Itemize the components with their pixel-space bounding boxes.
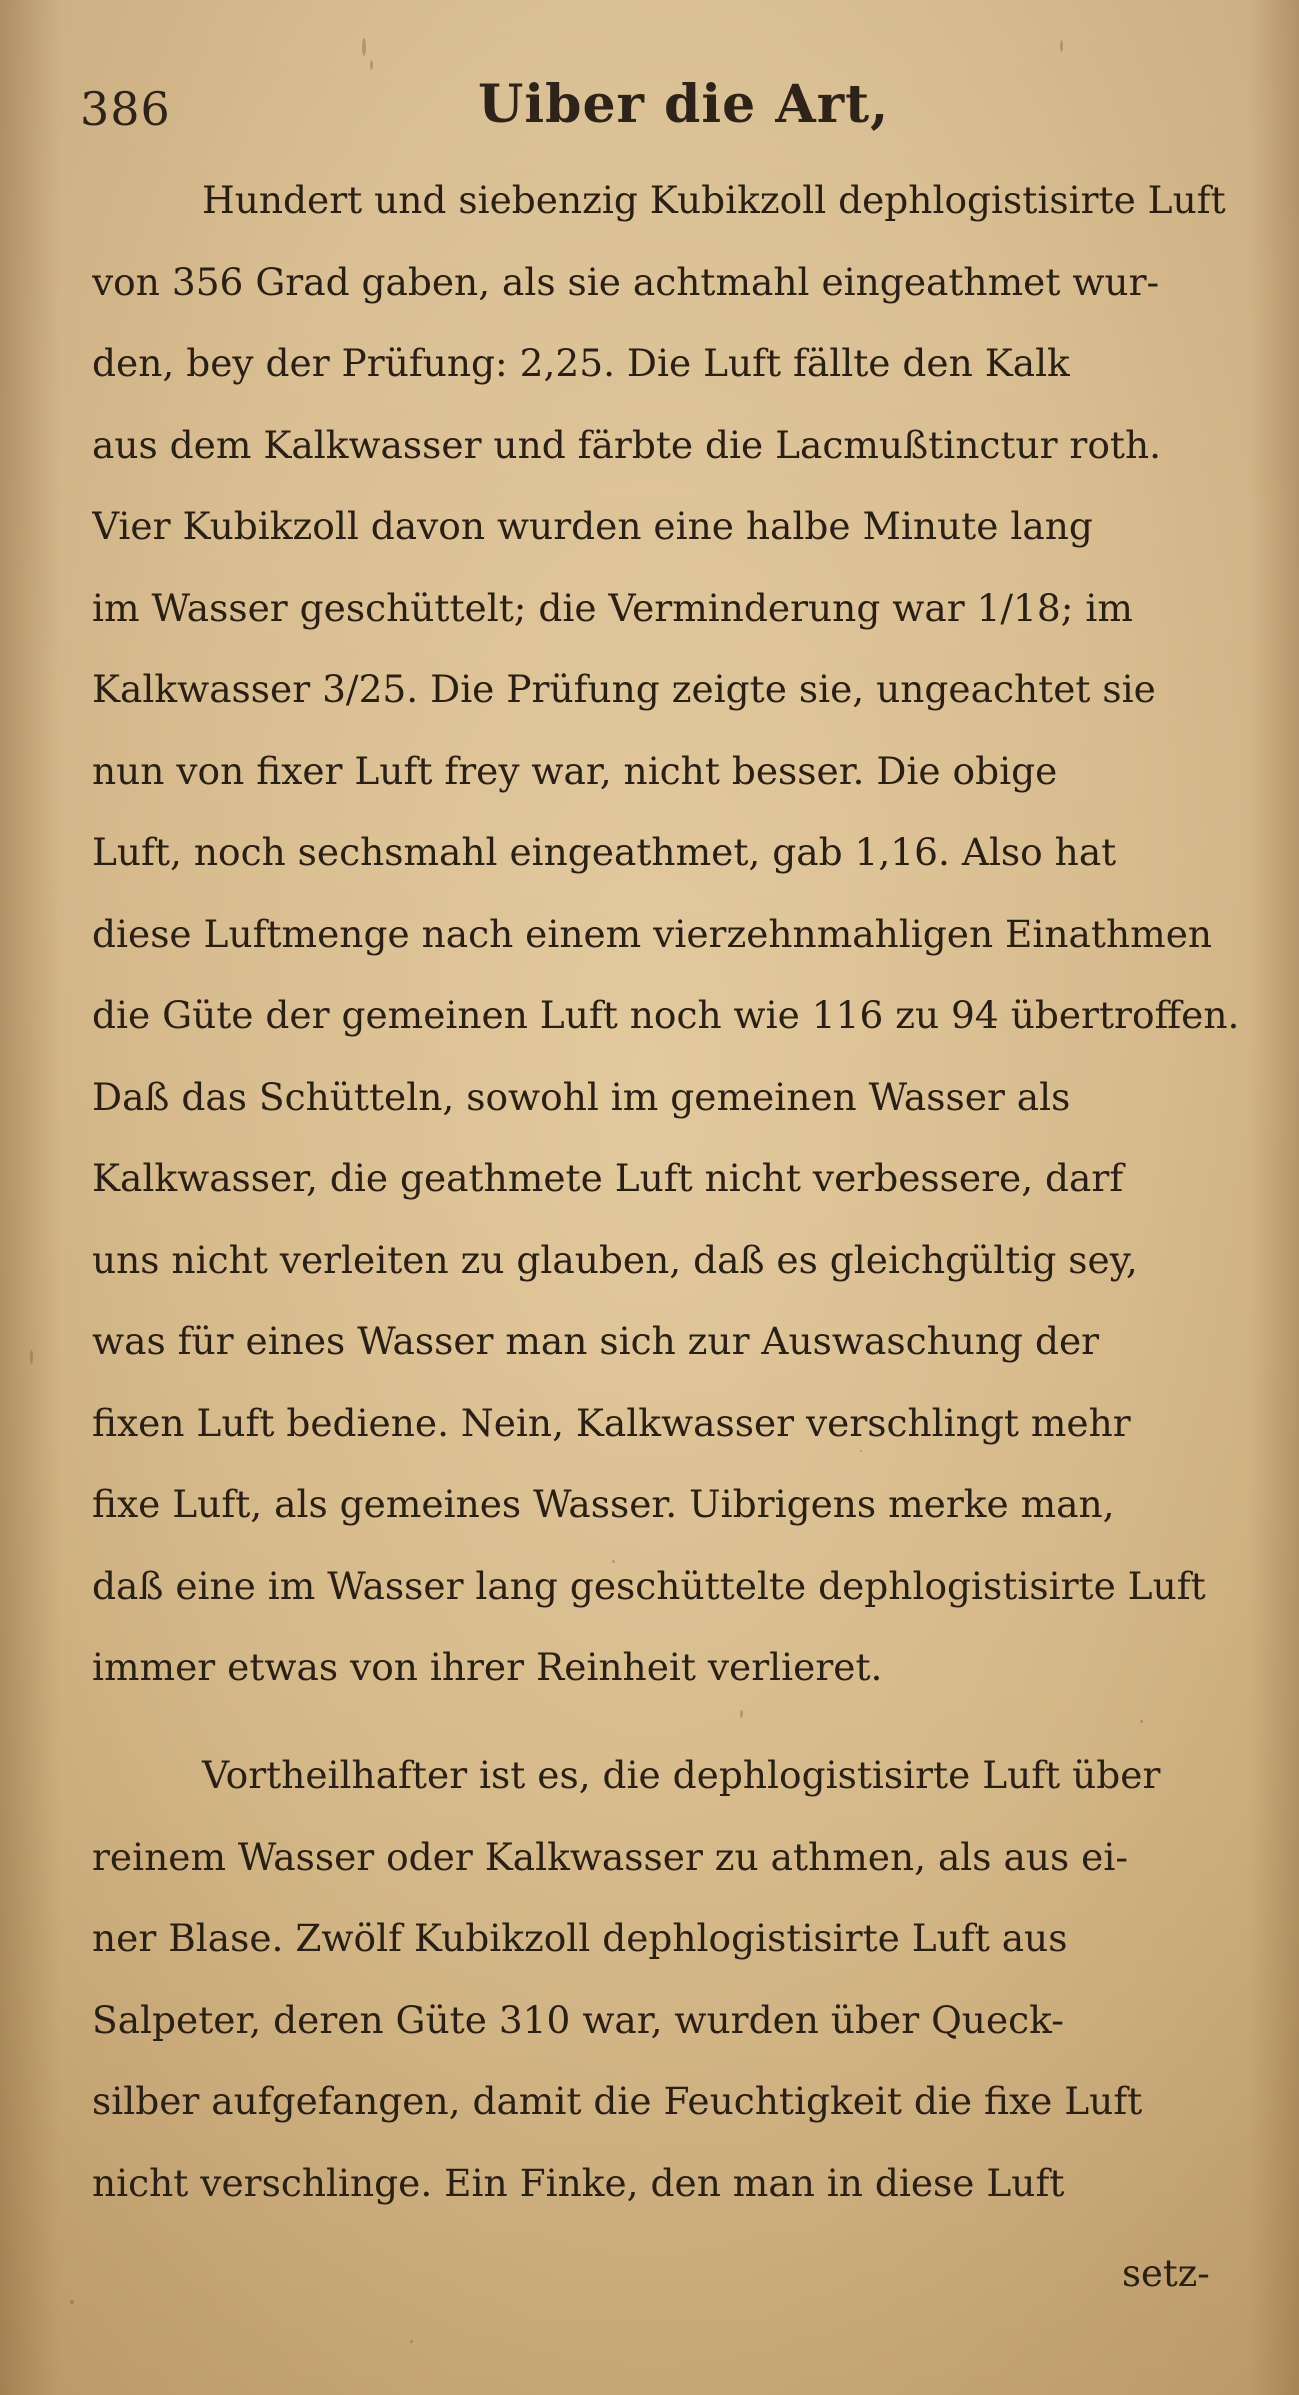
- text-line: Salpeter, deren Güte 310 war, wurden über Queck-: [92, 1997, 1064, 2042]
- text-line: die Güte der gemeinen Luft noch wie 116 zu 94 übertroffen.: [92, 993, 1240, 1037]
- text-line: aus dem Kalkwasser und färbte die Lacmußtinctur roth.: [92, 422, 1162, 467]
- text-line: nicht verschlinge. Ein Finke, den man in diese Luft: [92, 2160, 1065, 2205]
- paragraph-2: [92, 1735, 1252, 2224]
- text-line: silber aufgefangen, damit die Feuchtigkeit die fixe Luft: [92, 2079, 1143, 2123]
- text-line: Vier Kubikzoll davon wurden eine halbe Minute lang: [92, 504, 1093, 548]
- text-line: immer etwas von ihrer Reinheit verlieret.: [92, 1645, 883, 1689]
- text-line: daß eine im Wasser lang geschüttelte dephlogistisirte Luft: [92, 1563, 1206, 1608]
- text-line: uns nicht verleiten zu glauben, daß es gleichgültig sey,: [92, 1237, 1138, 1282]
- text-line: von 356 Grad gaben, als sie achtmahl eingeathmet wur-: [92, 259, 1160, 304]
- paragraph-1: [92, 160, 1252, 1709]
- text-line: Luft, noch sechsmahl eingeathmet, gab 1,16. Also hat: [92, 830, 1117, 874]
- text-line: diese Luftmenge nach einem vierzehnmahligen Einathmen: [92, 911, 1213, 956]
- text-line: den, bey der Prüfung: 2,25. Die Luft fällte den Kalk: [92, 341, 1070, 385]
- text-line: Kalkwasser, die geathmete Luft nicht verbessere, darf: [92, 1156, 1124, 1200]
- text-line: Vortheilhafter ist es, die dephlogistisirte Luft über: [202, 1753, 1161, 1797]
- catchword: setz-: [1122, 2252, 1210, 2295]
- text-line: fixen Luft bediene. Nein, Kalkwasser verschlingt mehr: [92, 1400, 1131, 1445]
- text-line: fixe Luft, als gemeines Wasser. Uibrigens merke man,: [92, 1482, 1115, 1526]
- text-line: Kalkwasser 3/25. Die Prüfung zeigte sie, ungeachtet sie: [92, 667, 1156, 711]
- text-line: reinem Wasser oder Kalkwasser zu athmen, als aus ei-: [92, 1834, 1128, 1879]
- running-head: Uiber die Art,: [478, 74, 890, 135]
- text-line: was für eines Wasser man sich zur Auswaschung der: [92, 1319, 1100, 1363]
- page-number: 386: [80, 82, 171, 136]
- text-line: im Wasser geschüttelt; die Verminderung war 1/18; im: [92, 585, 1133, 630]
- text-line: Daß das Schütteln, sowohl im gemeinen Wasser als: [92, 1074, 1071, 1119]
- text-line: ner Blase. Zwölf Kubikzoll dephlogistisirte Luft aus: [92, 1916, 1068, 1960]
- text-line: nun von fixer Luft frey war, nicht besser. Die obige: [92, 748, 1058, 793]
- text-line: Hundert und siebenzig Kubikzoll dephlogistisirte Luft: [202, 178, 1226, 222]
